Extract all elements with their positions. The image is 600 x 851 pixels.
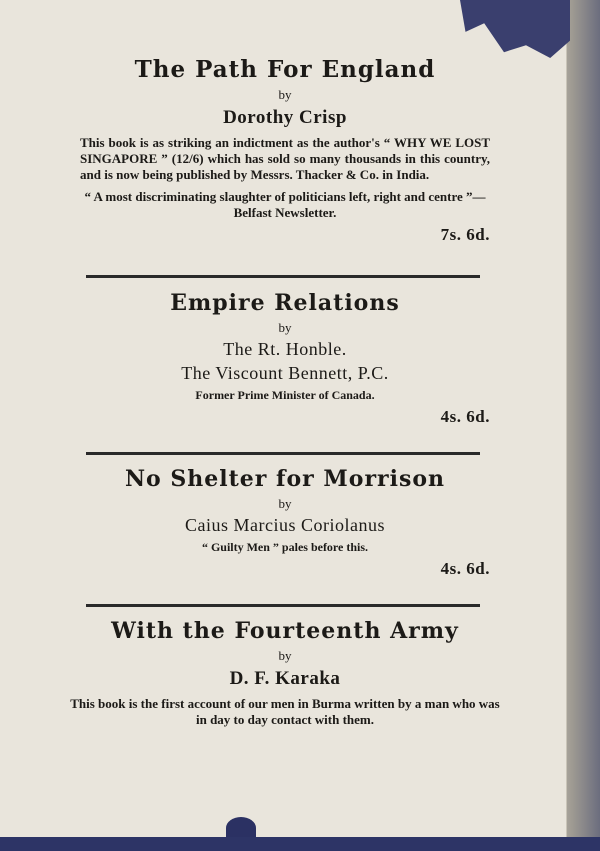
by-label: by — [278, 496, 292, 511]
book-author-line-1: The Rt. Honble. — [223, 339, 347, 359]
by-label: by — [278, 87, 292, 102]
book-title: No Shelter for Morrison — [124, 466, 446, 492]
torn-notch — [226, 817, 256, 839]
book-title: Empire Relations — [170, 290, 400, 316]
book-listing-no-shelter-for-morrison — [80, 466, 490, 579]
book-author: D. F. Karaka — [229, 668, 341, 689]
section-divider — [86, 275, 480, 278]
book-title: With the Fourteenth Army — [111, 618, 459, 644]
book-listing-fourteenth-army — [70, 618, 500, 728]
section-divider — [86, 452, 480, 455]
book-review-quote: “ A most discriminating slaughter of politicians left, right and centre ”—Belfast Newsletter. — [84, 189, 486, 220]
by-label: by — [278, 648, 292, 663]
book-description: This book is the first account of our men in Burma written by a man who was in day to day contact with them. — [70, 696, 500, 727]
author-note: Former Prime Minister of Canada. — [195, 388, 375, 402]
book-description: This book is as striking an indictment as the author's “ WHY WE LOST SINGAPORE ” (12/6) which has sold so many thousands in this country, and is now being published by Messrs. Thacker & Co. in India. — [80, 135, 490, 182]
book-author: Dorothy Crisp — [223, 107, 347, 128]
by-label: by — [278, 320, 292, 335]
book-price: 7s. 6d. — [440, 225, 490, 244]
book-author: Caius Marcius Coriolanus — [185, 515, 385, 535]
book-title: The Path For England — [134, 56, 436, 83]
book-price: 4s. 6d. — [440, 559, 490, 578]
section-divider — [86, 604, 480, 607]
book-price: 4s. 6d. — [440, 407, 490, 426]
book-tagline: “ Guilty Men ” pales before this. — [201, 540, 369, 554]
book-listing-path-for-england — [80, 56, 490, 245]
book-listing-empire-relations — [80, 290, 490, 427]
book-author-line-2: The Viscount Bennett, P.C. — [181, 363, 389, 383]
cover-bottom-edge — [0, 837, 600, 851]
